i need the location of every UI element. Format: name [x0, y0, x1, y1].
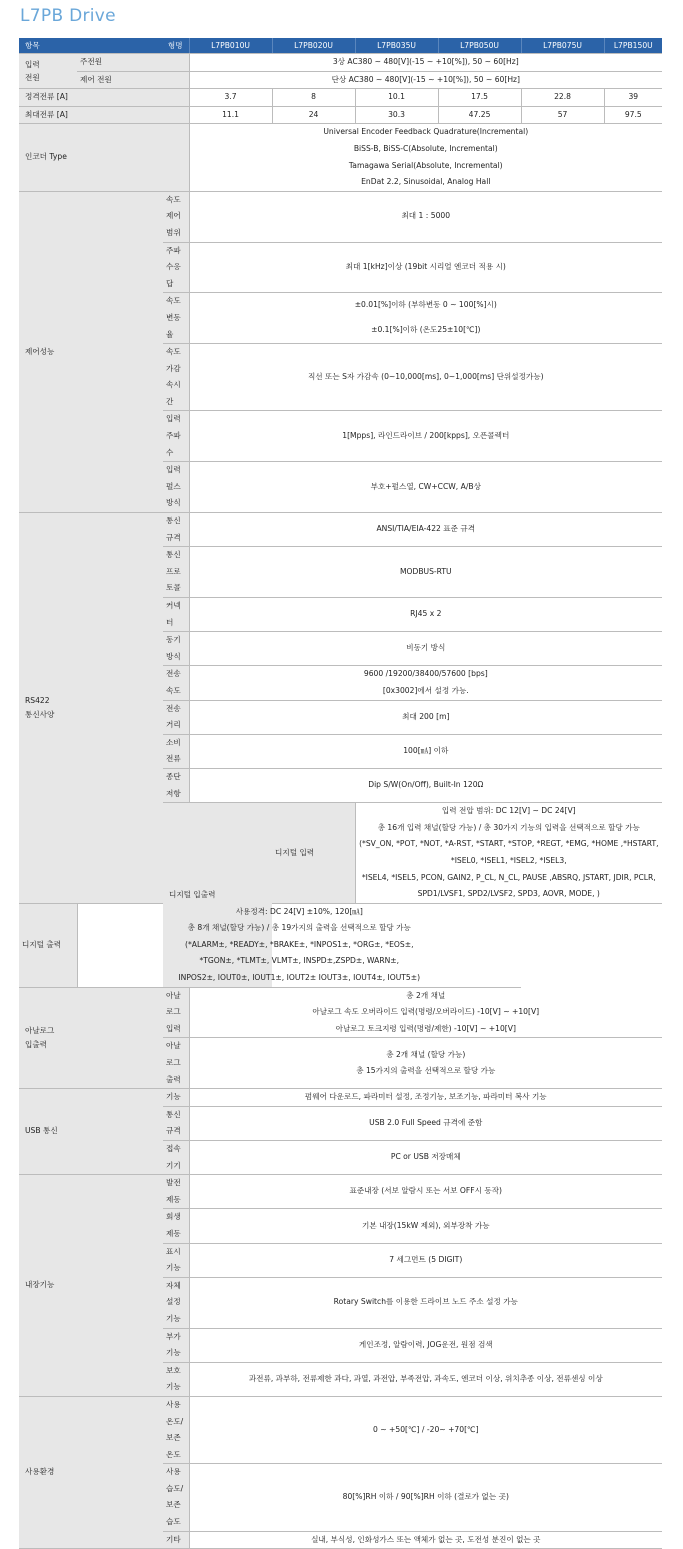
- builtin-regen-label: 회생제동: [163, 1209, 189, 1243]
- encoder-value: [189, 124, 662, 191]
- speed-var-label: 속도변동율: [163, 293, 189, 344]
- usb-group-label: USB 통신: [19, 1089, 163, 1175]
- speed-var-value: ±0.01[%]이하 (부하변동 0 ~ 100[%]시): [189, 293, 662, 318]
- main-power-label: 주전원: [77, 54, 189, 72]
- encoder-line: Universal Encoder Feedback Quadrature(Incremental): [323, 127, 529, 137]
- max-current-row: [19, 106, 662, 124]
- usb-device-label: 접속기기: [163, 1141, 189, 1175]
- analog-input-row: [19, 987, 662, 1038]
- rs422-standard-label: 통신규격: [163, 513, 189, 547]
- model-name: L7PB150U: [604, 38, 662, 54]
- rs422-sync-label: 동기방식: [163, 632, 189, 666]
- rs422-protocol-value: MODBUS-RTU: [189, 547, 662, 598]
- input-freq-value: 1[Mpps], 라인드라이브 / 200[kpps], 오픈콜렉터: [189, 411, 662, 462]
- encoder-label: 인코더 Type: [19, 124, 189, 191]
- control-power-value: 단상 AC380 ~ 480[V](-15 ~ +10[%]), 50 ~ 60[Hz]: [189, 71, 662, 89]
- header-item-model-cell: [19, 38, 189, 54]
- model-name: L7PB075U: [521, 38, 604, 54]
- usb-device-value: PC or USB 저장매체: [189, 1141, 662, 1175]
- analog-input-value: [189, 987, 662, 1038]
- builtin-addr-value: Rotary Switch를 이용한 드라이브 노드 주소 설정 가능: [189, 1277, 662, 1328]
- rs422-protocol-label: 통신프로토콜: [163, 547, 189, 598]
- digital-output-label: 디지털 출력: [19, 903, 77, 987]
- header-row: [19, 38, 662, 54]
- digital-input-line: (*SV_ON, *POT, *NOT, *A-RST, *START, *STOP, *REGT, *EMG, *HOME ,*HSTART, *ISEL0, *ISEL1, *ISEL2, *ISEL3,: [359, 839, 659, 865]
- freq-resp-label: 주파수응답: [163, 242, 189, 293]
- rs422-term-value: Dip S/W(On/Off), Built-In 120Ω: [189, 768, 662, 802]
- rs422-connector-label: 커넥터: [163, 598, 189, 632]
- env-other-value: 실내, 부식성, 인화성가스 또는 액체가 없는 곳, 도전성 분진이 없는 곳: [189, 1531, 662, 1549]
- accel-label: 속도 가감속시간: [163, 344, 189, 411]
- digital-output-line: (*ALARM±, *READY±, *BRAKE±, *INPOS1±, *ORG±, *EOS±,: [185, 939, 414, 949]
- model-name: L7PB050U: [438, 38, 521, 54]
- header-model-label: 형명: [167, 41, 183, 50]
- usb-standard-value: USB 2.0 Full Speed 규격에 준함: [189, 1106, 662, 1140]
- analog-input-label: 아날로그 입력: [163, 987, 189, 1038]
- control-power-row: [19, 71, 662, 89]
- encoder-line: BiSS-B, BiSS-C(Absolute, Incremental): [353, 143, 498, 153]
- pulse-value: 부호+펄스열, CW+CCW, A/B상: [189, 462, 662, 513]
- builtin-addr-label: 자체설정기능: [163, 1277, 189, 1328]
- builtin-aux-value: 게인조정, 알람이력, JOG운전, 원점 검색: [189, 1328, 662, 1362]
- usb-standard-label: 통신규격: [163, 1106, 189, 1140]
- builtin-display-value: 7 세그먼트 (5 DIGIT): [189, 1243, 662, 1277]
- digital-output-line: *TGON±, *TLMT±, VLMT±, INSPD±,ZSPD±, WARN±,: [199, 956, 400, 966]
- speed-range-row: [19, 191, 662, 242]
- rs422-group-line: RS422: [25, 695, 50, 705]
- digital-input-line: 총 16개 입력 채널(할당 가능) / 총 30가지 기능의 입력을 선택적으로 할당 가능: [377, 822, 640, 832]
- encoder-line: Tamagawa Serial(Absolute, Incremental): [348, 160, 503, 170]
- accel-value: 직선 또는 S자 가감속 (0~10,000[ms], 0~1,000[ms] 단위설정가능): [189, 344, 662, 411]
- max-current-value: 97.5: [604, 106, 662, 124]
- model-name: L7PB035U: [355, 38, 438, 54]
- digital-output-value: [77, 903, 521, 987]
- max-current-value: 30.3: [355, 106, 438, 124]
- digital-input-value: [355, 803, 662, 904]
- power-group-label: [19, 54, 77, 89]
- rs422-current-label: 소비전류: [163, 734, 189, 768]
- control-group-label: 제어성능: [19, 191, 163, 512]
- rated-current-value: 10.1: [355, 89, 438, 107]
- rs422-distance-value: 최대 200 [m]: [189, 700, 662, 734]
- builtin-protect-value: 과전류, 과부하, 전류제한 과다, 과열, 과전압, 부족전압, 과속도, 엔코더 이상, 위치추종 이상, 전류센싱 이상: [189, 1362, 662, 1396]
- builtin-group-label: 내장기능: [19, 1175, 163, 1397]
- rated-current-value: 3.7: [189, 89, 272, 107]
- freq-resp-value: 최대 1[kHz]이상 (19bit 시리얼 엔코더 적용 시): [189, 242, 662, 293]
- analog-group-line: 입출력: [25, 1039, 48, 1049]
- header-item-label: 항목: [25, 41, 40, 50]
- builtin-aux-label: 부가기능: [163, 1328, 189, 1362]
- rs422-distance-label: 전송거리: [163, 700, 189, 734]
- rs422-sync-value: 비동기 방식: [189, 632, 662, 666]
- speed-range-label: 속도제어범위: [163, 191, 189, 242]
- rs422-standard-row: [19, 513, 662, 547]
- input-freq-label: 입력주파수: [163, 411, 189, 462]
- power-group-line: 입력: [25, 60, 40, 70]
- digital-output-row: [19, 903, 662, 987]
- encoder-row: [19, 124, 662, 191]
- env-humid-value: 80[%]RH 이하 / 90[%]RH 이하 (결로가 없는 곳): [189, 1464, 662, 1531]
- max-current-value: 11.1: [189, 106, 272, 124]
- analog-group-label: [19, 987, 163, 1089]
- max-current-value: 47.25: [438, 106, 521, 124]
- analog-output-line: 총 2개 채널 (할당 가능): [386, 1049, 466, 1059]
- digital-output-line: INPOS2±, IOUT0±, IOUT1±, IOUT2± IOUT3±, IOUT4±, IOUT5±): [178, 973, 421, 983]
- analog-input-line: 아날로그 토크지령 입력(명령/제한) -10[V] ~ +10[V]: [335, 1023, 516, 1033]
- builtin-brake-label: 발전제동: [163, 1175, 189, 1209]
- usb-function-label: 기능: [163, 1089, 189, 1107]
- encoder-line: EnDat 2.2, Sinusoidal, Analog Hall: [361, 177, 491, 187]
- power-group-line: 전원: [25, 73, 40, 83]
- page-title: L7PB Drive: [20, 6, 116, 26]
- rated-current-label: 정격전류 [A]: [19, 89, 189, 107]
- rs422-speed-label: 전송속도: [163, 666, 189, 700]
- analog-input-line: 아날로그 속도 오버라이드 입력(명령/오버라이드) -10[V] ~ +10[V]: [312, 1007, 540, 1017]
- env-temp-label: 사용온도/보존온도: [163, 1396, 189, 1463]
- analog-group-line: 아날로그: [25, 1025, 55, 1035]
- speed-var-value: ±0.1[%]이하 (온도25±10[℃]): [189, 318, 662, 343]
- max-current-label: 최대전류 [A]: [19, 106, 189, 124]
- rs422-term-label: 종단저항: [163, 768, 189, 802]
- builtin-display-label: 표시기능: [163, 1243, 189, 1277]
- builtin-protect-label: 보호기능: [163, 1362, 189, 1396]
- rated-current-value: 39: [604, 89, 662, 107]
- digital-output-line: 총 8개 채널(할당 가능) / 총 19가지의 출력을 선택적으로 할당 가능: [187, 923, 411, 933]
- rs422-speed-value: 9600 /19200/38400/57600 [bps]: [189, 666, 662, 683]
- digital-input-line: 입력 전압 범위: DC 12[V] ~ DC 24[V]: [441, 806, 576, 816]
- max-current-value: 24: [272, 106, 355, 124]
- rs422-group-label: [19, 513, 163, 904]
- spec-table: [19, 38, 662, 1549]
- env-other-label: 기타: [163, 1531, 189, 1549]
- rs422-connector-value: RJ45 x 2: [189, 598, 662, 632]
- model-name: L7PB020U: [272, 38, 355, 54]
- digital-input-line: *ISEL4, *ISEL5, PCON, GAIN2, P_CL, N_CL, PAUSE ,ABSRQ, JSTART, JDIR, PCLR,: [361, 872, 656, 882]
- pulse-label: 입력펄스방식: [163, 462, 189, 513]
- rs422-speed-value: [0x3002]에서 설정 가능.: [189, 683, 662, 700]
- rated-current-row: [19, 89, 662, 107]
- env-temp-value: 0 ~ +50[℃] / -20~ +70[℃]: [189, 1396, 662, 1463]
- control-power-label: 제어 전원: [77, 71, 189, 89]
- rated-current-value: 22.8: [521, 89, 604, 107]
- rs422-group-line: 통신사양: [25, 709, 55, 719]
- digital-input-label: 디지털 입력: [272, 803, 355, 904]
- rated-current-value: 17.5: [438, 89, 521, 107]
- env-humid-label: 사용습도/보존습도: [163, 1464, 189, 1531]
- builtin-regen-value: 기본 내장(15kW 제외), 외부장착 가능: [189, 1209, 662, 1243]
- env-group-label: 사용환경: [19, 1396, 163, 1548]
- max-current-value: 57: [521, 106, 604, 124]
- speed-range-value: 최대 1 : 5000: [189, 191, 662, 242]
- usb-function-row: [19, 1089, 662, 1107]
- analog-output-label: 아날로그 출력: [163, 1038, 189, 1089]
- analog-output-value: [189, 1038, 662, 1089]
- builtin-brake-row: [19, 1175, 662, 1209]
- model-name: L7PB010U: [189, 38, 272, 54]
- usb-function-value: 펌웨어 다운로드, 파라미터 설정, 조정기능, 보조기능, 파라미터 복사 기능: [189, 1089, 662, 1107]
- analog-input-line: 총 2개 채널: [406, 990, 446, 1000]
- digital-output-line: 사용정격: DC 24[V] ±10%, 120[㎃]: [235, 906, 363, 916]
- rs422-standard-value: ANSI/TIA/EIA-422 표준 규격: [189, 513, 662, 547]
- rated-current-value: 8: [272, 89, 355, 107]
- main-power-row: [19, 54, 662, 72]
- digital-input-line: SPD1/LVSF1, SPD2/LVSF2, SPD3, AOVR, MODE, ): [417, 889, 600, 899]
- rs422-current-value: 100[㎃] 이하: [189, 734, 662, 768]
- builtin-brake-value: 표준내장 (서보 알람시 또는 서보 OFF시 동작): [189, 1175, 662, 1209]
- main-power-value: 3상 AC380 ~ 480[V](-15 ~ +10[%]), 50 ~ 60[Hz]: [189, 54, 662, 72]
- analog-output-line: 총 15가지의 출력을 선택적으로 할당 가능: [356, 1066, 496, 1076]
- dio-group-label: 디지털 입출력: [163, 803, 272, 988]
- env-temp-row: [19, 1396, 662, 1463]
